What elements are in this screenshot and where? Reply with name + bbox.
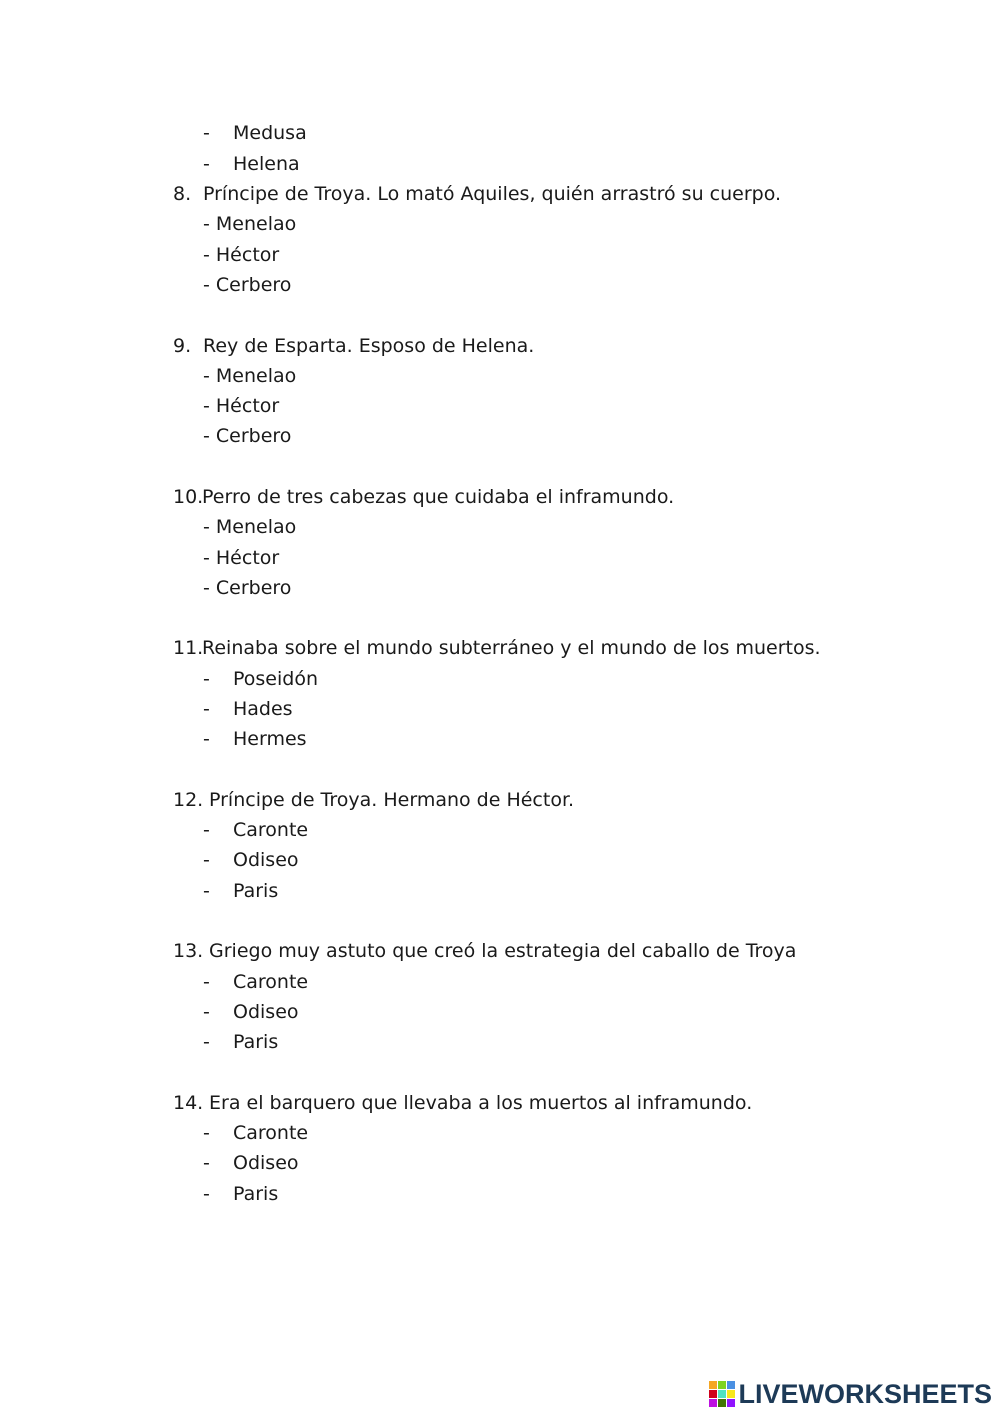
question-option: Caronte <box>233 819 309 841</box>
question-option: - Menelao <box>203 213 297 235</box>
question-option: Hermes <box>233 728 307 750</box>
question-option: Caronte <box>233 1122 309 1144</box>
question-option: - Cerbero <box>203 425 292 447</box>
question-option: - Menelao <box>203 365 297 387</box>
question-option: - Cerbero <box>203 577 292 599</box>
question-option: - Héctor <box>203 244 280 266</box>
logo-text: LIVEWORKSHEETS <box>738 1378 992 1409</box>
question-text: Príncipe de Troya. Lo mató Aquiles, quién arrastró su cuerpo. <box>203 183 782 205</box>
question-option: - Héctor <box>203 395 280 417</box>
logo-square <box>709 1390 717 1398</box>
question-number: 12. <box>173 789 204 811</box>
logo-square <box>727 1381 735 1389</box>
option-dash: - <box>203 122 210 144</box>
question-option: Poseidón <box>233 668 318 690</box>
logo-square <box>718 1399 726 1407</box>
logo-square <box>718 1390 726 1398</box>
question-option: Paris <box>233 1031 279 1053</box>
question-option: - Héctor <box>203 547 280 569</box>
question-text: Rey de Esparta. Esposo de Helena. <box>203 335 535 357</box>
option-dash: - <box>203 880 210 902</box>
question-number: 11. <box>173 637 204 659</box>
question-option: Odiseo <box>233 1001 299 1023</box>
question-number: 8. <box>173 183 192 205</box>
question-option: Odiseo <box>233 849 299 871</box>
logo-icon <box>709 1381 735 1407</box>
option-helena: Helena <box>233 153 300 175</box>
question-number: 10. <box>173 486 204 508</box>
question-text: Príncipe de Troya. Hermano de Héctor. <box>209 789 575 811</box>
question-option: - Cerbero <box>203 274 292 296</box>
option-dash: - <box>203 1152 210 1174</box>
question-option: Hades <box>233 698 293 720</box>
liveworksheets-logo[interactable] <box>709 1378 992 1409</box>
question-option: Odiseo <box>233 1152 299 1174</box>
logo-square <box>709 1399 717 1407</box>
logo-square <box>727 1399 735 1407</box>
question-text: Griego muy astuto que creó la estrategia del caballo de Troya <box>209 940 797 962</box>
option-dash: - <box>203 728 210 750</box>
question-text: Reinaba sobre el mundo subterráneo y el mundo de los muertos. <box>202 637 821 659</box>
question-option: Caronte <box>233 971 309 993</box>
option-dash: - <box>203 153 210 175</box>
logo-square <box>709 1381 717 1389</box>
question-text: Era el barquero que llevaba a los muertos al inframundo. <box>209 1092 753 1114</box>
question-number: 13. <box>173 940 204 962</box>
option-dash: - <box>203 971 210 993</box>
question-number: 9. <box>173 335 192 357</box>
logo-square <box>718 1381 726 1389</box>
option-medusa: Medusa <box>233 122 307 144</box>
option-dash: - <box>203 1122 210 1144</box>
option-dash: - <box>203 1031 210 1053</box>
option-dash: - <box>203 1001 210 1023</box>
logo-square <box>727 1390 735 1398</box>
question-number: 14. <box>173 1092 204 1114</box>
question-option: Paris <box>233 880 279 902</box>
option-dash: - <box>203 819 210 841</box>
question-option: - Menelao <box>203 516 297 538</box>
option-dash: - <box>203 849 210 871</box>
question-option: Paris <box>233 1183 279 1205</box>
option-dash: - <box>203 698 210 720</box>
question-text: Perro de tres cabezas que cuidaba el inframundo. <box>202 486 675 508</box>
option-dash: - <box>203 668 210 690</box>
option-dash: - <box>203 1183 210 1205</box>
